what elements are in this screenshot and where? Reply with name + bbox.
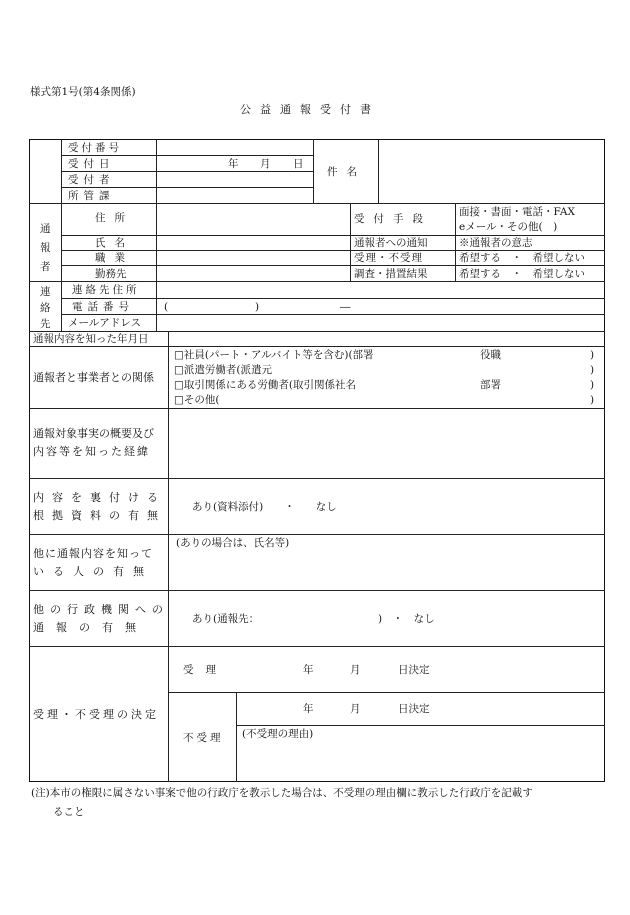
decision-label: 受理・不受理の決定 xyxy=(33,708,159,721)
accept-decided: 日決定 xyxy=(398,664,430,676)
evidence-label-1: 内容を裏付ける xyxy=(33,491,166,504)
relationship-opt1-role: 役職 xyxy=(480,349,501,361)
phone-dash: ― xyxy=(340,301,351,313)
relationship-opt2: □派遣労働者(派遣元 xyxy=(174,364,273,376)
relationship-opt3-dept: 部署 xyxy=(480,379,501,391)
reception-number-label: 受付番号 xyxy=(68,142,122,154)
phone-label: 電話番号 xyxy=(72,301,134,313)
others-know-label-1: 他に通報内容を知って xyxy=(33,547,153,560)
note-line-1: (注)本市の権限に属さない事案で他の行政庁を教示した場合は、不受理の理由欄に教示した行政庁を記載す xyxy=(31,787,533,799)
relationship-label: 通報者と事業者との関係 xyxy=(33,371,154,384)
page-title: 公益通報受付書 xyxy=(240,103,380,116)
investigation-label: 調査・措置結果 xyxy=(354,268,428,280)
email-label: メールアドレス xyxy=(68,317,141,329)
other-agency-label-1: 他の行政機関への xyxy=(33,603,169,616)
summary-label-1: 通報対象事実の概要及び xyxy=(33,427,154,440)
relationship-close-1: ) xyxy=(590,349,595,361)
reporter-group-label: 通報者 xyxy=(40,223,51,273)
relationship-close-2: ) xyxy=(590,364,595,376)
address-label: 住所 xyxy=(95,212,134,224)
accept-month: 月 xyxy=(350,664,361,676)
workplace-label: 勤務先 xyxy=(95,268,127,280)
form-number: 様式第1号(第4条関係) xyxy=(30,86,136,98)
notification-value: ※通報者の意志 xyxy=(459,237,533,249)
acceptance-value: 希望する ・ 希望しない xyxy=(459,252,585,264)
contact-group-label: 連絡先 xyxy=(40,286,51,330)
evidence-value: あり(資料添付) ・ なし xyxy=(192,501,337,513)
accept-year: 年 xyxy=(303,664,314,676)
summary-label-2: 内容等を知った経緯 xyxy=(33,445,150,458)
subject-label: 件名 xyxy=(327,166,366,178)
occupation-label: 職業 xyxy=(95,252,134,264)
investigation-value: 希望する ・ 希望しない xyxy=(459,268,585,280)
relationship-close-4: ) xyxy=(590,394,595,406)
note-line-2: ること xyxy=(53,806,85,818)
date-day: 日 xyxy=(293,158,304,170)
relationship-opt3: □取引関係にある労働者(取引関係社名 xyxy=(174,379,357,391)
reject-label: 不受理 xyxy=(183,732,224,744)
relationship-opt1: □社員(パート・アルバイト等を含む)(部署 xyxy=(174,349,374,361)
known-date-label: 通報内容を知った年月日 xyxy=(33,333,149,345)
reception-method-line1: 面接・書面・電話・FAX xyxy=(459,206,575,218)
name-label: 氏名 xyxy=(95,237,134,249)
phone-open: ( xyxy=(164,301,169,313)
acceptance-label: 受理・不受理 xyxy=(354,252,423,264)
others-know-value: (ありの場合は、氏名等) xyxy=(176,537,290,549)
relationship-opt4: □その他( xyxy=(174,394,220,406)
date-month: 月 xyxy=(260,158,271,170)
evidence-label-2: 根拠資料の有無 xyxy=(33,509,166,522)
reject-year: 年 xyxy=(303,703,314,715)
accept-label: 受理 xyxy=(183,664,228,676)
relationship-close-3: ) xyxy=(590,379,595,391)
other-agency-label-2: 通報の有無 xyxy=(33,621,148,634)
reception-method-label: 受付手段 xyxy=(354,213,432,225)
receiver-label: 受付者 xyxy=(68,174,115,186)
department-label: 所管課 xyxy=(68,190,115,202)
other-agency-prefix: あり(通報先： xyxy=(192,613,260,625)
reject-month: 月 xyxy=(350,703,361,715)
reject-reason-label: (不受理の理由) xyxy=(242,728,314,740)
reception-date-label: 受付日 xyxy=(68,158,115,170)
other-agency-suffix: ) ・ なし xyxy=(378,613,435,625)
reception-method-line2: eメール・その他( ) xyxy=(459,221,558,233)
others-know-label-2: いる人の有無 xyxy=(33,565,153,578)
contact-address-label: 連絡先住所 xyxy=(72,284,140,296)
reject-decided: 日決定 xyxy=(398,703,430,715)
phone-close: ) xyxy=(255,301,260,313)
notification-label: 通報者への通知 xyxy=(354,237,428,249)
date-year: 年 xyxy=(228,158,239,170)
